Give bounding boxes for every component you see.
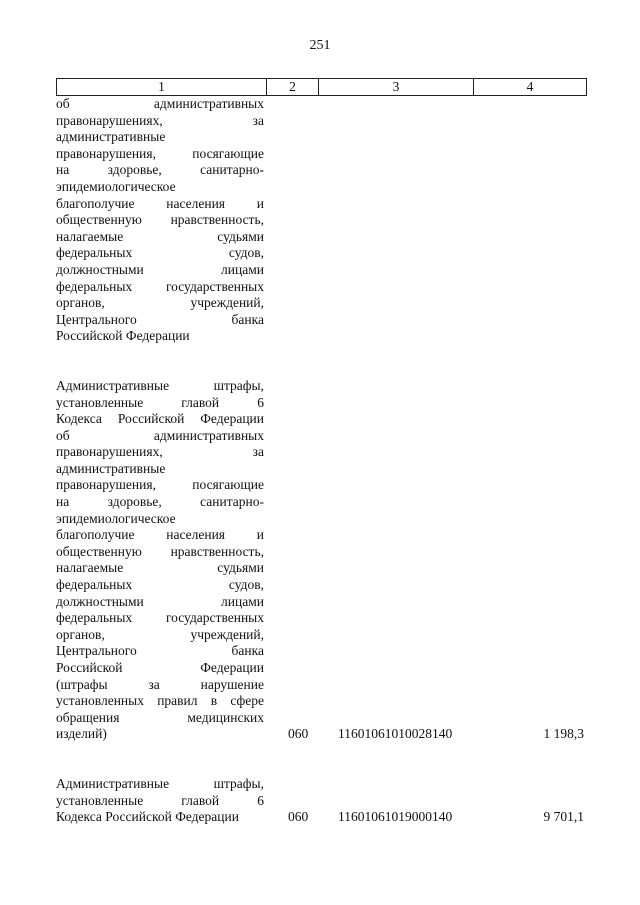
description-line: эпидемиологическое — [56, 178, 176, 194]
description-line: Российской Федерации — [56, 660, 264, 675]
description-line: общественную нравственность, — [56, 543, 264, 559]
amount-value: 9 701,1 — [543, 809, 584, 825]
description-line: федеральных судов, — [56, 245, 264, 261]
row-spacer — [56, 345, 586, 378]
admin-code: 060 — [288, 809, 309, 825]
description-line: (штрафы за нарушение — [56, 676, 264, 692]
budget-code: 11601061010028140 — [338, 726, 453, 742]
page-number: 251 — [309, 38, 331, 53]
description-line: должностными лицами — [56, 593, 264, 609]
description-line: благополучие населения и — [56, 527, 264, 543]
description-line: на здоровье, санитарно- — [56, 162, 264, 178]
column-header-3: 3 — [319, 79, 474, 96]
description-line: Центрального банка — [56, 311, 264, 327]
column-header-1: 1 — [57, 79, 267, 96]
description-line: Административные штрафы, — [56, 775, 264, 791]
column-header-table — [56, 78, 587, 96]
description-line: правонарушениях, за — [56, 112, 264, 128]
description-line: органов, учреждений, — [56, 295, 264, 311]
description-line: установленные главой 6 — [56, 394, 264, 410]
description-line: административные — [56, 460, 166, 476]
description-line: правонарушения, посягающие — [56, 145, 264, 161]
description-line: Кодекса Российской Федерации — [56, 411, 264, 427]
description-line: изделий) — [56, 726, 107, 742]
amount-value: 1 198,3 — [543, 726, 584, 742]
row-spacer — [56, 743, 586, 776]
description-line: благополучие населения и — [56, 195, 264, 211]
description-line: административные — [56, 129, 166, 145]
description-line: федеральных государственных — [56, 610, 264, 626]
table-row — [56, 378, 586, 743]
table-body — [56, 96, 586, 826]
budget-code: 11601061019000140 — [338, 809, 453, 825]
description-line: общественную нравственность, — [56, 212, 264, 228]
description-line: установленные главой 6 — [56, 792, 264, 808]
row-description — [56, 776, 264, 826]
column-header-4: 4 — [474, 79, 587, 96]
description-line: эпидемиологическое — [56, 510, 176, 526]
description-line: об административных — [56, 96, 264, 111]
row-description — [56, 378, 264, 743]
description-line: Российской Федерации — [56, 328, 190, 344]
description-line: Административные штрафы, — [56, 377, 264, 393]
description-line: правонарушения, посягающие — [56, 477, 264, 493]
description-line: Кодекса Российской Федерации — [56, 809, 239, 825]
description-line: должностными лицами — [56, 261, 264, 277]
table-row — [56, 96, 586, 345]
description-line: органов, учреждений, — [56, 626, 264, 642]
description-line: Центрального банка — [56, 643, 264, 659]
column-header-2: 2 — [267, 79, 319, 96]
table-row — [56, 776, 586, 826]
description-line: федеральных государственных — [56, 278, 264, 294]
admin-code: 060 — [288, 726, 309, 742]
description-line: налагаемые судьями — [56, 560, 264, 576]
description-line: обращения медицинских — [56, 709, 264, 725]
column-header-row — [57, 79, 587, 96]
description-line: установленных правил в сфере — [56, 693, 264, 709]
row-description — [56, 96, 264, 345]
description-line: правонарушениях, за — [56, 444, 264, 460]
description-line: на здоровье, санитарно- — [56, 494, 264, 510]
description-line: налагаемые судьями — [56, 228, 264, 244]
description-line: федеральных судов, — [56, 577, 264, 593]
description-line: об административных — [56, 427, 264, 443]
